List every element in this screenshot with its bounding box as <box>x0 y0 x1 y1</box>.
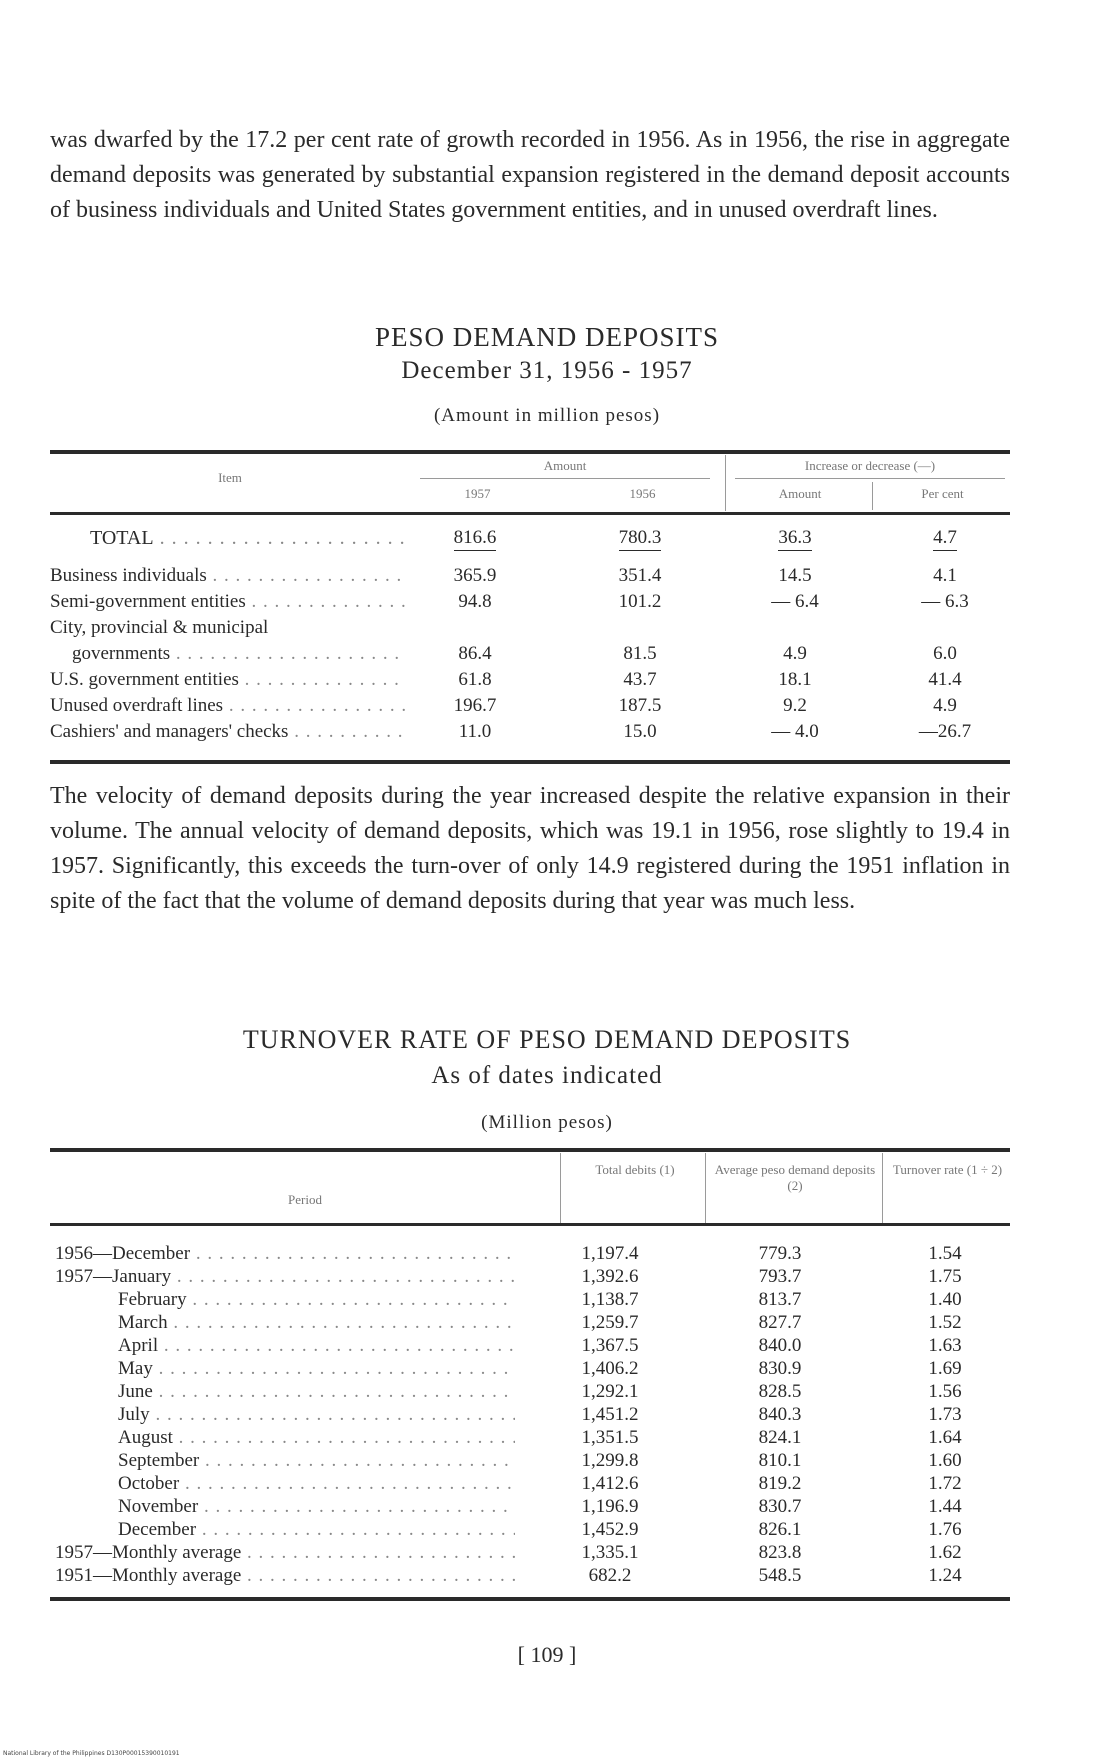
table2-row-rate: 1.73 <box>928 1404 962 1425</box>
table2-row-deposits: 548.5 <box>758 1565 802 1586</box>
table2-row-period: October . . . <box>118 1473 515 1495</box>
table1-row <box>0 565 1094 591</box>
table1-row <box>0 669 1094 695</box>
table2-row-debits: 1,138.7 <box>581 1289 639 1310</box>
table2-row-rate: 1.40 <box>928 1289 962 1310</box>
table2-row-deposits: 793.7 <box>758 1266 802 1287</box>
table2-row-debits: 1,292.1 <box>581 1381 639 1402</box>
table2-row-rate: 1.56 <box>928 1381 962 1402</box>
table2-subtitle: As of dates indicated <box>431 1062 663 1089</box>
table2-row-debits: 1,406.2 <box>581 1358 639 1379</box>
table1-row <box>0 721 1094 747</box>
table1-bottom-rule <box>50 760 1010 764</box>
table1-row-1956: 187.5 <box>618 695 662 716</box>
table2-row-period: 1951—Monthly average . . . <box>55 1565 515 1587</box>
table2-row-deposits: 830.9 <box>758 1358 802 1379</box>
table2-row-rate: 1.24 <box>928 1565 962 1586</box>
table1-row-label: Semi-government entities . . . <box>50 591 405 613</box>
table1-row-label: Cashiers' and managers' checks . . . <box>50 721 405 743</box>
table1-row-1957: 365.9 <box>453 565 497 586</box>
table1-row-change: — 6.4 <box>771 591 819 612</box>
table1-row-1957: 11.0 <box>458 721 492 742</box>
table1-row-1956: 81.5 <box>623 643 657 664</box>
table1-header-change: Increase or decrease (—) <box>804 458 936 473</box>
table2-row-debits: 1,392.6 <box>581 1266 639 1287</box>
table2-row-debits: 1,259.7 <box>581 1312 639 1333</box>
table2-row-debits: 1,335.1 <box>581 1542 639 1563</box>
library-credit: National Library of the Philippines D130P00015390010191 <box>3 1750 180 1757</box>
table2-row-rate: 1.52 <box>928 1312 962 1333</box>
table2-row-period: April . . . <box>118 1335 515 1357</box>
table1-header-1957: 1957 <box>464 486 491 501</box>
table2-row-period: December . . . <box>118 1519 515 1541</box>
table2-row-deposits: 828.5 <box>758 1381 802 1402</box>
table1-row-pct: 41.4 <box>928 669 962 690</box>
table1-row <box>0 591 1094 617</box>
table2-row-period: 1957—January . . . <box>55 1266 515 1288</box>
table1-row-pct: —26.7 <box>918 721 972 742</box>
table2-row-debits: 1,197.4 <box>581 1243 639 1264</box>
table2-row-debits: 1,452.9 <box>581 1519 639 1540</box>
table1-row-change: 14.5 <box>778 565 812 586</box>
table1-row-label: U.S. government entities . . . <box>50 669 405 691</box>
table1-header-amount: Amount <box>543 458 587 473</box>
table1-row-pct: — 6.3 <box>921 591 969 612</box>
table1-amount-rule <box>420 478 710 479</box>
table2-row-rate: 1.69 <box>928 1358 962 1379</box>
table2-row-deposits: 810.1 <box>758 1450 802 1471</box>
table1-row-change: — 4.0 <box>771 721 819 742</box>
table2-row-debits: 1,299.8 <box>581 1450 639 1471</box>
table2-bottom-rule <box>50 1597 1010 1601</box>
table2-row-deposits: 826.1 <box>758 1519 802 1540</box>
table2-row-debits: 1,196.9 <box>581 1496 639 1517</box>
table1-row-1956: 101.2 <box>618 591 662 612</box>
table1-total-1957: 816.6 <box>430 527 520 549</box>
table2-row-rate: 1.62 <box>928 1542 962 1563</box>
table2-row-period: November . . . <box>118 1496 515 1518</box>
table1-total-1956: 780.3 <box>590 527 690 549</box>
table2-row-debits: 1,351.5 <box>581 1427 639 1448</box>
table2-row-deposits: 824.1 <box>758 1427 802 1448</box>
table2-row-period: February . . . <box>118 1289 515 1311</box>
table2-unit: (Million pesos) <box>481 1112 613 1133</box>
table1-subtitle: December 31, 1956 - 1957 <box>401 357 693 384</box>
paragraph-1: was dwarfed by the 17.2 per cent rate of growth recorded in 1956. As in 1956, the rise in aggregate demand deposits was generated by substantial expansion registered in the demand deposit accounts of business individuals and United States government entities, and in unused overdraft lines. <box>50 127 1010 223</box>
table1-divider <box>725 455 726 511</box>
table1-row-1956: 351.4 <box>618 565 662 586</box>
table1-header-change-amount: Amount <box>778 486 822 501</box>
page-number: [ 109 ] <box>517 1642 577 1667</box>
table1-row-pct: 4.1 <box>933 565 957 586</box>
table1-total-label: TOTAL . . . <box>90 527 405 550</box>
table2-divider <box>882 1153 883 1223</box>
table1-row-change: 18.1 <box>778 669 812 690</box>
table1-row-label: City, provincial & municipal <box>50 617 269 638</box>
table1-total-change: 36.3 <box>745 527 845 549</box>
table1-title: PESO DEMAND DEPOSITS <box>374 322 720 352</box>
table2-title: TURNOVER RATE OF PESO DEMAND DEPOSITS <box>242 1025 852 1054</box>
table2-row-period: September . . . <box>118 1450 515 1472</box>
table2-top-rule <box>50 1148 1010 1152</box>
table1-row-label: Unused overdraft lines . . . <box>50 695 405 717</box>
table2-header-deposits: Average peso demand deposits (2) <box>714 1162 876 1193</box>
table1-total-pct: 4.7 <box>900 527 990 549</box>
table1-row-change: 9.2 <box>783 695 807 716</box>
table1-row-1957: 196.7 <box>453 695 497 716</box>
table2-row-rate: 1.64 <box>928 1427 962 1448</box>
table1-header-rule <box>50 512 1010 515</box>
table1-total-row <box>0 527 1094 553</box>
table2-row <box>0 1565 1094 1591</box>
table2-row-period: 1956—December . . . <box>55 1243 515 1265</box>
table2-divider <box>705 1153 706 1223</box>
table2-row-deposits: 779.3 <box>758 1243 802 1264</box>
table2-divider <box>560 1153 561 1223</box>
table1-row <box>0 643 1094 669</box>
table2-row-rate: 1.76 <box>928 1519 962 1540</box>
table2-row-rate: 1.63 <box>928 1335 962 1356</box>
table2-row-deposits: 823.8 <box>758 1542 802 1563</box>
table1-row-1957: 86.4 <box>458 643 492 664</box>
table1-row-label: Business individuals . . . <box>50 565 405 587</box>
table1-unit: (Amount in million pesos) <box>433 405 661 426</box>
table2-row-period: March . . . <box>118 1312 515 1334</box>
table2-row-debits: 1,367.5 <box>581 1335 639 1356</box>
table2-header-period: Period <box>288 1192 322 1207</box>
paragraph-2: The velocity of demand deposits during the year increased despite the relative expansion in their volume. The annual velocity of demand deposits, which was 19.1 in 1956, rose slightly to 19.4 in 1957. Significantly, this exceeds the turn-over of only 14.9 registered during the 1951 inflation in spite of the fact that the volume of demand deposits during that year was much less. <box>50 783 1010 914</box>
table2-row-period: June . . . <box>118 1381 515 1403</box>
table2-row-rate: 1.72 <box>928 1473 962 1494</box>
table2-row-period: July . . . <box>118 1404 515 1426</box>
table1-header-1956: 1956 <box>629 486 656 501</box>
table2-row-debits: 1,451.2 <box>581 1404 639 1425</box>
table2-row-debits: 682.2 <box>588 1565 632 1586</box>
table1-row <box>0 617 1094 643</box>
table1-row-change: 4.9 <box>783 643 807 664</box>
table1-header-per-cent: Per cent <box>921 486 964 501</box>
table1-row-pct: 6.0 <box>933 643 957 664</box>
table2-row-deposits: 813.7 <box>758 1289 802 1310</box>
table1-row-1956: 43.7 <box>623 669 657 690</box>
table1-header-item: Item <box>218 470 242 485</box>
table2-header-rate: Turnover rate (1 ÷ 2) <box>892 1162 1003 1177</box>
table2-row-rate: 1.54 <box>928 1243 962 1264</box>
table2-row-deposits: 840.3 <box>758 1404 802 1425</box>
table2-row-deposits: 819.2 <box>758 1473 802 1494</box>
table2-row-debits: 1,412.6 <box>581 1473 639 1494</box>
table2-row-period: May . . . <box>118 1358 515 1380</box>
table1-row <box>0 695 1094 721</box>
table1-row-label: governments . . . <box>72 643 405 665</box>
table2-row-deposits: 827.7 <box>758 1312 802 1333</box>
table2-row-period: 1957—Monthly average . . . <box>55 1542 515 1564</box>
table2-row-rate: 1.44 <box>928 1496 962 1517</box>
table2-row-rate: 1.75 <box>928 1266 962 1287</box>
table2-row-deposits: 830.7 <box>758 1496 802 1517</box>
table1-row-1956: 15.0 <box>623 721 657 742</box>
table1-row-1957: 94.8 <box>458 591 492 612</box>
table2-header-rule <box>50 1223 1010 1226</box>
table1-row-1957: 61.8 <box>458 669 492 690</box>
table1-change-rule <box>735 478 1005 479</box>
table2-header-debits: Total debits (1) <box>595 1162 675 1177</box>
table2-row-period: August . . . <box>118 1427 515 1449</box>
table1-top-rule <box>50 450 1010 454</box>
table1-subdivider <box>872 482 873 510</box>
table2-row-rate: 1.60 <box>928 1450 962 1471</box>
table2-row-deposits: 840.0 <box>758 1335 802 1356</box>
table1-row-pct: 4.9 <box>933 695 957 716</box>
